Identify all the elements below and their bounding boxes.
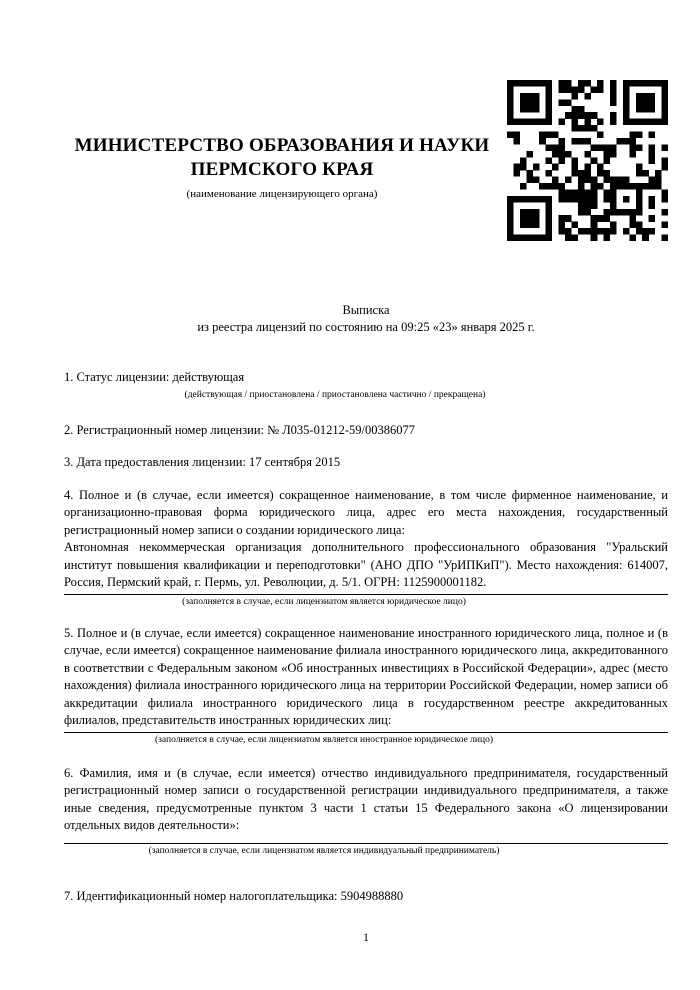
item-license-date-text: 3. Дата предоставления лицензии: 17 сентября 2015 [64,455,341,469]
item-individual-entrepreneur-text: 6. Фамилия, имя и (в случае, если имеется) отчество индивидуального предпринимателя, государственный регистрационный номер записи о государственной регистрации индивидуального предпринимателя, а также иные сведения, предусмотренные пунктом 3 части 1 статьи 15 Федерального закона «О лицензировании отдельных видов деятельности»: [64,765,668,832]
document-header [64,0,668,241]
item-foreign-entity [64,625,668,747]
item-registration-number-text: 2. Регистрационный номер лицензии: № Л035-01212-59/00386077 [64,422,415,437]
item-legal-entity-caption: (заполняется в случае, если лицензиатом является юридическое лицо) [182,596,466,607]
qr-code-icon [507,80,668,241]
document-title-line2: из реестра лицензий по состоянию на 09:25 «23» января 2025 г. [197,320,535,334]
fill-line [64,732,668,733]
ministry-name [64,134,500,182]
item-license-status [64,369,668,402]
item-registration-number [64,422,668,440]
fill-line [64,594,668,595]
page-number: 1 [363,930,369,944]
ministry-caption: (наименование лицензирующего органа) [186,187,378,200]
item-taxpayer-number-text: 7. Идентификационный номер налогоплательщика: 5904988880 [64,888,404,903]
item-license-status-text: 1. Статус лицензии: действующая [64,370,245,384]
document-title [64,302,668,336]
fill-line [64,843,668,844]
item-foreign-entity-caption: (заполняется в случае, если лицензиатом является иностранное юридическое лицо) [155,734,493,745]
ministry-name-line2: ПЕРМСКОГО КРАЯ [190,158,374,180]
item-legal-entity [64,487,668,609]
ministry-name-line1: МИНИСТЕРСТВО ОБРАЗОВАНИЯ И НАУКИ [74,134,490,156]
qr-code-image [507,80,668,241]
document-title-line1: Выписка [342,303,390,317]
license-items [64,369,668,905]
item-legal-entity-text: 4. Полное и (в случае, если имеется) сокращенное наименование, в том числе фирменное наименование, и организационно-правовая форма юридического лица, адрес его места нахождения, государственный регистрационный номер записи о создании юридического лица: [64,487,668,537]
ministry-title-block [64,134,500,200]
item-taxpayer-number [64,888,668,906]
item-individual-entrepreneur [64,765,668,858]
item-foreign-entity-text: 5. Полное и (в случае, если имеется) сокращенное наименование иностранного юридического лица, полное и (в случае, если имеется) сокращенное наименование филиала иностранного юридического лица, аккредитованного в соответствии с Федеральным законом «Об иностранных инвестициях в Российской Федерации», адрес (место нахождения) филиала иностранного юридического лица на территории Российской Федерации, номер записи об аккредитации филиала иностранного юридического лица в государственном реестре аккредитованных филиалов, представительств иностранных юридических лиц: [64,625,668,727]
item-license-date [64,454,668,472]
item-individual-entrepreneur-caption: (заполняется в случае, если лицензиатом является индивидуальный предприниматель) [148,845,500,856]
item-license-status-caption: (действующая / приостановлена / приостановлена частично / прекращена) [184,389,486,400]
item-legal-entity-value: Автономная некоммерческая организация дополнительного профессионального образования "Уральский институт повышения квалификации и переподготовки" (АНО ДПО "УрИПКиП"). Место нахождения: 614007, Россия, Пермский край, г. Пермь, ул. Революции, д. 5/1. ОГРН: 1125900001182. [64,540,668,589]
